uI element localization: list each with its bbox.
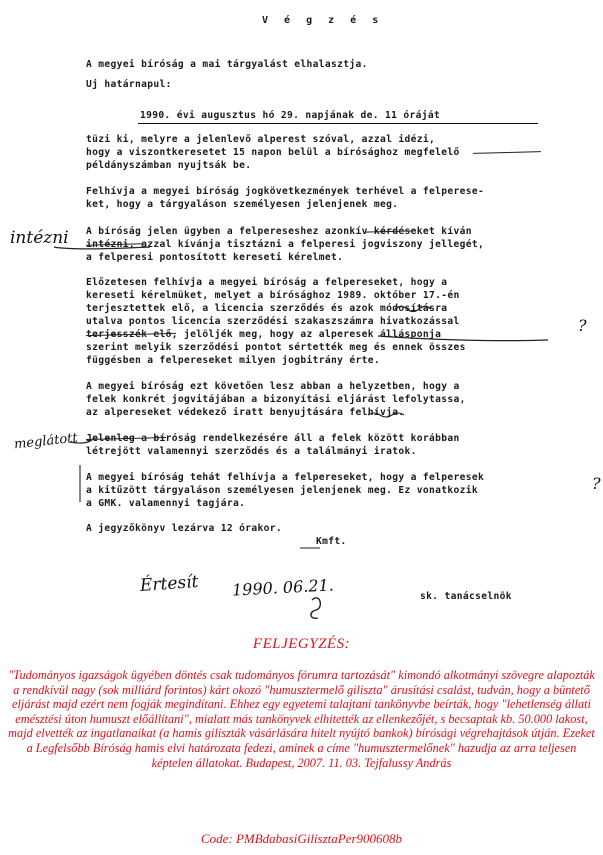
doc-line: szerint melyik szerződési pontot sértették meg és ennek összes (86, 342, 466, 353)
doc-line: A megyei bíróság ezt követően lesz abban a helyzetben, hogy a (86, 381, 460, 392)
doc-line: A bíróság jelen ügyben a felpereseshez azonkív kérdéseket kíván (86, 226, 472, 237)
doc-line: ket, hogy a tárgyaláson személyesen jelenjenek meg. (86, 199, 399, 210)
note-heading: FELJEGYZÉS: (252, 636, 351, 652)
doc-line: létrejött valamennyi szerződés és a találmányi iratok. (86, 446, 417, 457)
doc-line: A megyei bíróság a mai tárgyalást elhalasztja. (86, 59, 368, 70)
doc-line: 1990. évi augusztus hó 29. napjának de. 11 óráját (140, 110, 441, 121)
handwritten-margin-note: meglátott (13, 430, 79, 453)
document-title: V é g z é s (262, 15, 384, 26)
doc-line: hogy a viszontkeresetet 15 napon belül a bírósághoz megfelelő (86, 147, 460, 158)
doc-line: terjesztettek elő, a licencia szerződés és azok módosításra (86, 303, 448, 314)
pen-stroke (54, 247, 150, 249)
handwritten-signature: Értesít (139, 571, 200, 597)
doc-line: példányszámban nyujtsák be. (86, 160, 252, 171)
doc-line: a felperesi pontosított kereseti kérelmet. (86, 252, 344, 263)
doc-line: a kitűzött tárgyaláson személyesen jelenjenek meg. Ez vonatkozik (86, 485, 479, 496)
doc-line: utalva pontos licencia szerződési szakaszszámra hivatkozással (86, 316, 460, 327)
doc-line: Uj határnapul: (86, 79, 172, 90)
doc-line: függésben a felpereseket milyen jogbitrány érte. (86, 355, 381, 366)
handwritten-question-mark: ? (592, 474, 601, 493)
doc-line: felek konkrét jogvitájában a bizonyítási eljárást lefolytassa, (86, 394, 466, 405)
doc-line: A jegyzőkönyv lezárva 12 órakor. (86, 523, 283, 534)
handwritten-margin-note: intézni (10, 228, 69, 248)
handwritten-date: 1990. 06.21. (231, 575, 335, 600)
doc-line: sk. tanácselnök (420, 591, 512, 602)
pen-stroke (70, 440, 92, 443)
pen-stroke (378, 336, 548, 341)
doc-line: az alpereseket védekező iratt benyujtására felhívja. (86, 407, 405, 418)
doc-line: a GMK. valamennyi tagjára. (86, 498, 246, 509)
pen-stroke (311, 598, 320, 619)
doc-line: Kmft. (316, 536, 347, 547)
handwritten-question-mark: ? (578, 316, 587, 335)
doc-line: A megyei bíróság tehát felhívja a felpereseket, hogy a felperesek (86, 472, 485, 483)
doc-line: terjesszék elő, jelöljék meg, hogy az alperesek állásponja (86, 329, 442, 340)
doc-line: Felhívja a megyei bíróság jogkövetkezmények terhével a felperese- (86, 186, 485, 197)
doc-line: intézni, azzal kívánja tisztázni a felperesi jogviszony jellegét, (86, 239, 485, 250)
pen-stroke (395, 307, 431, 312)
document-code: Code: PMBdabasiGilisztaPer900608b (200, 831, 403, 846)
pen-stroke (368, 413, 404, 417)
doc-line: Jelenleg a bíróság rendelkezésére áll a felek között korábban (86, 433, 460, 444)
doc-line: Előzetesen felhívja a megyei bíróság a felpereseket, hogy a (86, 277, 448, 288)
note-body: "Tudományos igazságok ügyében döntés csak tudományos fórumra tartozását" kimondó alkotmányi szövegre alapozták a rendkívül nagy (sok milliárd forintos) kárt okozó "humusztermelő giliszta" árusítási csalást, tudván, hogy a büntető eljárást majd ezért nem fogják megindítani. Ehhez egy egyetemi talajtani tankönyvbe beírták, hogy "lehetlenség állati emésztési úton humuszt előállítani", mialatt más tankönyvek elhitették az ellenkezőjét, s becsaptak kb. 50.000 lakost, majd elvették az ingatlanaikat (a hamis giliszták vásárlására hitelt nyújtó bankok) bírósági végrehajtások útján. Ezeket a Legfelsőbb Bíróság hamis elvi határozata fedezi, aminek a címe "humusztermelőnek" hazudja az arra teljesen képtelen állatokat. Budapest, 2007. 11. 03. Tejfalussy András (8, 668, 595, 770)
doc-line: kereseti kérelmüket, melyet a bírósághoz 1989. október 17.-én (86, 290, 460, 301)
doc-line: tüzi ki, melyre a jelenlevő alperest szóval, azzal idézi, (86, 134, 436, 145)
